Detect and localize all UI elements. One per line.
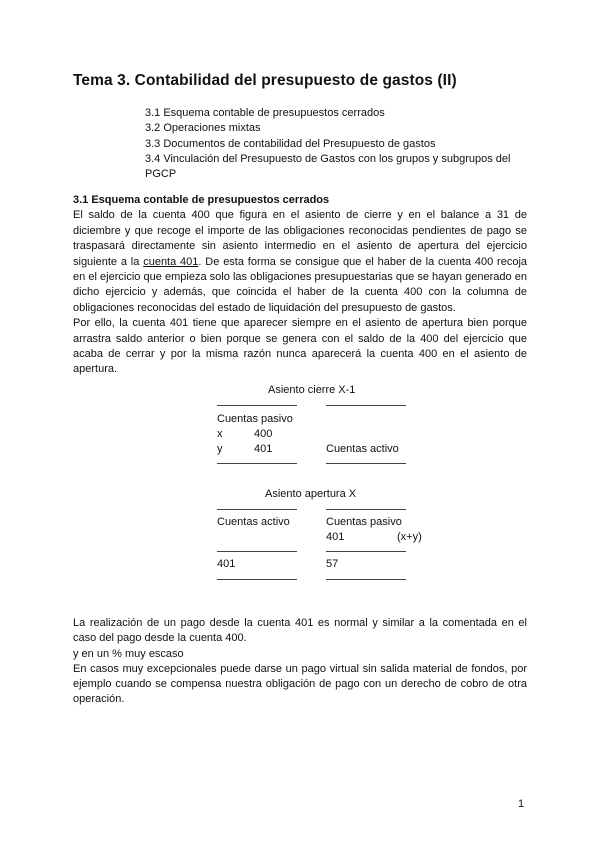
paragraph-4: y en un % muy escaso [73, 647, 184, 660]
divider [217, 463, 297, 464]
page-title: Tema 3. Contabilidad del presupuesto de gastos (II) [73, 72, 457, 89]
apertura-right-amount: 57 [326, 558, 339, 570]
apertura-right-header: Cuentas pasivo [326, 516, 402, 528]
cierre-row2-label: y [217, 443, 223, 455]
divider [326, 405, 406, 406]
paragraph-3: La realización de un pago desde la cuenta 401 es normal y similar a la comentada en el caso del pago desde la cuenta 400. [73, 617, 527, 645]
cierre-row1-label: x [217, 428, 223, 440]
apertura-right-account: 401 [326, 531, 345, 543]
divider [326, 463, 406, 464]
apertura-right-value: (x+y) [397, 531, 422, 543]
divider [217, 405, 297, 406]
closing-text [73, 616, 527, 708]
apertura-left-value: 401 [217, 558, 236, 570]
cierre-row1-account: 400 [254, 428, 273, 440]
section-heading: 3.1 Esquema contable de presupuestos cerrados [73, 194, 330, 206]
toc-item: 3.2 Operaciones mixtas [145, 122, 261, 135]
divider [326, 551, 406, 552]
toc-item: 3.3 Documentos de contabilidad del Presupuesto de gastos [145, 137, 436, 150]
page-number: 1 [518, 798, 525, 810]
cierre-left-header: Cuentas pasivo [217, 413, 293, 425]
toc-item: 3.4 Vinculación del Presupuesto de Gastos con los grupos y subgrupos del PGCP [145, 152, 511, 181]
paragraph-5: En casos muy excepcionales puede darse un pago virtual sin salida material de fondos, por ejemplo cuando se compensa nuestra obligación de pago con un derecho de cobro de otra operación. [73, 662, 527, 706]
table-of-contents [145, 106, 525, 182]
divider [217, 579, 297, 580]
apertura-title: Asiento apertura X [265, 488, 357, 500]
paragraph-1-text-a: El saldo de la cuenta 400 que figura en el asiento de cierre y en el balance a 31 de diciembre y que recoge el importe de las obligaciones reconocidas pendientes de pago se traspasará directamente sin asiento intermedio en el asiento de apertura del ejercicio siguiente a la [73, 209, 527, 268]
divider [217, 551, 297, 552]
paragraph-1 [73, 208, 527, 316]
divider [326, 579, 406, 580]
cierre-row2-account: 401 [254, 443, 273, 455]
account-401-link[interactable]: cuenta 401 [143, 255, 199, 268]
cierre-title: Asiento cierre X-1 [268, 384, 356, 396]
cierre-right-label: Cuentas activo [326, 443, 399, 455]
divider [217, 509, 297, 510]
section-3-1 [73, 193, 527, 378]
paragraph-2: Por ello, la cuenta 401 tiene que aparecer siempre en el asiento de apertura bien porque arrastra saldo anterior o bien porque se genera con el saldo de la 400 del ejercicio que acaba de cerrar y por la misma razón nunca aparecerá la cuenta 400 en el asiento de apertura. [73, 317, 527, 376]
apertura-left-header: Cuentas activo [217, 516, 290, 528]
toc-item: 3.1 Esquema contable de presupuestos cerrados [145, 107, 385, 119]
divider [326, 509, 406, 510]
paragraph-1-text-b: . De esta forma se consigue que el haber de la cuenta 400 recoja en el ejercicio que empieza solo las obligaciones presupuestarias que se hayan generado en dicho ejercicio y además, que coincida el haber de la cuenta 400 con la columna de obligaciones reconocidas del estado de liquidación del presupuesto de gastos. [73, 255, 528, 314]
